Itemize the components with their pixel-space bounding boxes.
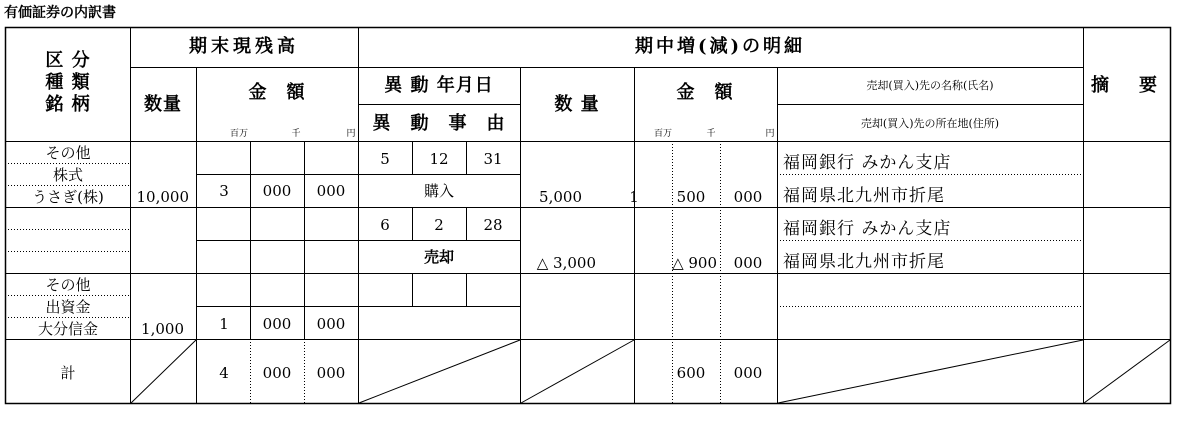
total-label: 計 (60, 364, 76, 382)
change1-day: 31 (483, 150, 503, 168)
unit-thousand: 千 (291, 129, 301, 139)
unit-million: 百万 (229, 129, 249, 139)
unit-yen: 円 (346, 129, 356, 139)
period-unit-million: 百万 (653, 129, 673, 139)
row1-amount-million: 3 (219, 182, 229, 200)
change1-amount-thousand: 500 (676, 188, 706, 206)
row1-amount-thousand: 000 (262, 182, 292, 200)
row2-amount-million: 1 (219, 315, 229, 333)
row2-issue: 大分信金 (37, 320, 99, 338)
total-period-amount-thousand: 600 (676, 364, 706, 382)
change2-day: 28 (483, 216, 503, 234)
change2-amount-thousand: △ 900 (672, 254, 717, 272)
change2-reason: 売却 (423, 248, 455, 266)
total-period-amount-yen: 000 (733, 364, 763, 382)
header-category: 区 分 (45, 50, 91, 71)
header-quantity: 数量 (144, 94, 182, 115)
total-amount-thousand: 000 (262, 364, 292, 382)
row2-quantity: 1,000 (141, 320, 184, 338)
change1-month: 12 (429, 150, 449, 168)
row2-amount-thousand: 000 (262, 315, 292, 333)
row2-type: 出資金 (45, 298, 91, 316)
total-amount-yen: 000 (316, 364, 346, 382)
header-end-balance: 期末現残高 (189, 36, 299, 57)
header-counterparty-address: 売却(買入)先の所在地(住所) (860, 117, 1000, 130)
row1-issue: うさぎ(株) (32, 188, 104, 206)
header-type: 種 類 (45, 72, 91, 93)
change1-reason: 購入 (423, 182, 455, 200)
change2-name: 福岡銀行 みかん支店 (783, 219, 952, 239)
change2-year: 6 (380, 216, 390, 234)
period-unit-thousand: 千 (706, 129, 716, 139)
header-issue: 銘 柄 (45, 94, 91, 115)
row1-quantity: 10,000 (136, 188, 189, 206)
change2-address: 福岡県北九州市折尾 (783, 252, 945, 272)
header-period-detail: 期中増(減)の明細 (634, 36, 806, 57)
change1-amount-million: 1 (629, 188, 639, 206)
header-change-reason: 異 動 事 由 (372, 113, 506, 134)
change2-quantity: △ 3,000 (536, 254, 596, 272)
change1-address: 福岡県北九州市折尾 (783, 186, 945, 206)
header-remarks: 摘 要 (1091, 75, 1163, 96)
header-period-amount: 金 額 (676, 82, 734, 103)
header-change-date: 異 動 年月日 (384, 75, 494, 96)
row1-type: 株式 (52, 166, 84, 184)
row1-amount-yen: 000 (316, 182, 346, 200)
row1-category: その他 (45, 144, 91, 162)
change1-quantity: 5,000 (539, 188, 582, 206)
change1-amount-yen: 000 (733, 188, 763, 206)
change2-month: 2 (434, 216, 444, 234)
header-amount: 金 額 (248, 82, 306, 103)
row2-category: その他 (45, 276, 91, 294)
period-unit-yen: 円 (765, 129, 775, 139)
header-counterparty-name: 売却(買入)先の名称(氏名) (866, 79, 994, 92)
document-title: 有価証券の内訳書 (4, 5, 116, 21)
header-period-quantity: 数 量 (554, 94, 600, 115)
change1-year: 5 (380, 150, 390, 168)
change2-amount-yen: 000 (733, 254, 763, 272)
change1-name: 福岡銀行 みかん支店 (783, 153, 952, 173)
row2-amount-yen: 000 (316, 315, 346, 333)
total-amount-million: 4 (219, 364, 229, 382)
